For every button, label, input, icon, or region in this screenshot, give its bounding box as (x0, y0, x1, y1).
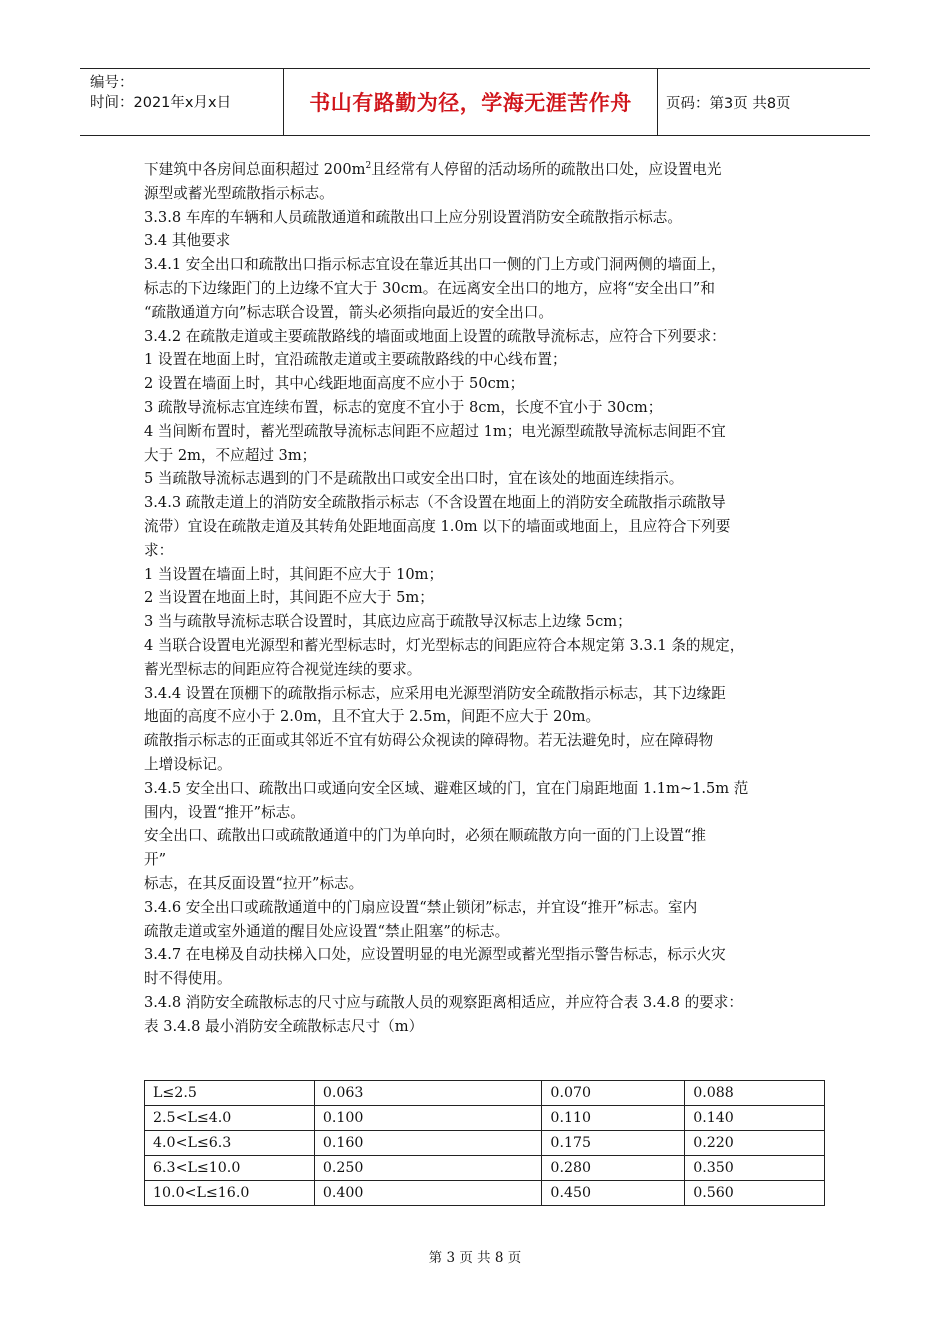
body-line: 3.4.4 设置在顶棚下的疏散指示标志，应采用电光源型消防安全疏散指示标志，其下边缘距 (144, 684, 726, 702)
body-line: 3.4.3 疏散走道上的消防安全疏散指示标志（不含设置在地面上的消防安全疏散指示疏散导 (144, 494, 726, 512)
table-cell: 4.0<L≤6.3 (145, 1131, 315, 1156)
body-line: 3 疏散导流标志宜连续布置，标志的宽度不宜小于 8cm，长度不宜小于 30cm； (144, 398, 663, 416)
body-line: 流带）宜设在疏散走道及其转角处距地面高度 1.0m 以下的墙面或地面上，且应符合下列要 (144, 517, 731, 535)
document-number-label: 编号： (90, 75, 134, 91)
page-footer: 第 3 页 共 8 页 (428, 1250, 522, 1266)
body-line: 上增设标记。 (144, 755, 232, 773)
body-line: 开” (144, 851, 167, 869)
body-line: 安全出口、疏散出口或疏散通道中的门为单向时，必须在顺疏散方向一面的门上设置“推 (144, 827, 707, 845)
body-line: 标志，在其反面设置“拉开”标志。 (144, 874, 364, 892)
table-cell: 0.250 (314, 1156, 542, 1181)
body-line: 3.4.2 在疏散走道或主要疏散路线的墙面或地面上设置的疏散导流标志，应符合下列要求： (144, 327, 726, 345)
body-line: 3.4.7 在电梯及自动扶梯入口处，应设置明显的电光源型或蓄光型指示警告标志，标示火灾 (144, 946, 726, 964)
table-cell: 0.220 (685, 1131, 825, 1156)
body-line: 时不得使用。 (144, 970, 232, 988)
table-row (145, 1156, 825, 1181)
body-line: 疏散指示标志的正面或其邻近不宜有妨碍公众视读的障碍物。若无法避免时，应在障碍物 (144, 732, 714, 750)
table-cell: 10.0<L≤16.0 (145, 1181, 315, 1206)
table-caption: 表 3.4.8 最小消防安全疏散标志尺寸（m） (144, 1017, 424, 1035)
body-line: 4 当间断布置时，蓄光型疏散导流标志间距不应超过 1m；电光源型疏散导流标志间距不宜 (144, 422, 726, 440)
table-cell: 0.450 (542, 1181, 685, 1206)
body-line: 5 当疏散导流标志遇到的门不是疏散出口或安全出口时，宜在该处的地面连续指示。 (144, 470, 684, 488)
table-cell: 0.400 (314, 1181, 542, 1206)
body-line: 下建筑中各房间总面积超过 $200m^2$且经常有人停留的活动场所的疏散出口处，应设置电光 (144, 161, 722, 178)
section-heading: 3.4 其他要求 (144, 232, 231, 250)
body-line: 3.4.1 安全出口和疏散出口指示标志宜设在靠近其出口一侧的门上方或门洞两侧的墙面上， (144, 256, 726, 274)
body-line: 2 当设置在地面上时，其间距不应大于 5m； (144, 589, 434, 607)
body-line: 4 当联合设置电光源型和蓄光型标志时，灯光型标志的间距应符合本规定第 3.3.1 条的规定， (144, 636, 745, 654)
body-line: 标志的下边缘距门的上边缘不宜大于 30cm。在远离安全出口的地方，应将“安全出口”和 (144, 279, 715, 297)
body-line: “疏散通道方向”标志联合设置，箭头必须指向最近的安全出口。 (144, 303, 553, 321)
table-cell: 0.280 (542, 1156, 685, 1181)
body-line: 地面的高度不应小于 2.0m，且不宜大于 2.5m，间距不应大于 20m。 (144, 708, 601, 726)
table-cell: 0.140 (685, 1106, 825, 1131)
body-line: 蓄光型标志的间距应符合视觉连续的要求。 (144, 660, 422, 678)
body-line: 3.4.8 消防安全疏散标志的尺寸应与疏散人员的观察距离相适应，并应符合表 3.4.8 的要求： (144, 993, 743, 1011)
header-motto: 书山有路勤为径，学海无涯苦作舟 (284, 69, 658, 135)
body-line: 求： (144, 541, 174, 559)
table-row (145, 1131, 825, 1156)
body-line: 大于 2m，不应超过 3m； (144, 446, 317, 464)
table-cell: 0.100 (314, 1106, 542, 1131)
table-cell: 0.560 (685, 1181, 825, 1206)
table-cell: 2.5<L≤4.0 (145, 1106, 315, 1131)
table-cell: 0.070 (542, 1081, 685, 1106)
superscript: 2 (365, 161, 372, 172)
table-cell: 0.088 (685, 1081, 825, 1106)
body-line: 3.3.8 车库的车辆和人员疏散通道和疏散出口上应分别设置消防安全疏散指示标志。 (144, 208, 682, 226)
table-cell: L≤2.5 (145, 1081, 315, 1106)
table-cell: 0.175 (542, 1131, 685, 1156)
document-date: 时间：2021年x月x日 (90, 95, 232, 111)
body-line: 1 设置在地面上时，宜沿疏散走道或主要疏散路线的中心线布置； (144, 351, 567, 369)
table-row (145, 1106, 825, 1131)
table-cell: 0.110 (542, 1106, 685, 1131)
body-line: 疏散走道或室外通道的醒目处应设置“禁止阻塞”的标志。 (144, 922, 510, 940)
document-body (144, 158, 824, 1038)
body-line: 3.4.5 安全出口、疏散出口或通向安全区域、避难区域的门，宜在门扇距地面 1.1m~1.5m 范 (144, 779, 749, 797)
sign-size-table (144, 1080, 825, 1206)
body-line: 3.4.6 安全出口或疏散通道中的门扇应设置“禁止锁闭”标志，并宜设“推开”标志。室内 (144, 898, 698, 916)
body-line: 3 当与疏散导流标志联合设置时，其底边应高于疏散导汉标志上边缘 5cm； (144, 613, 632, 631)
body-line: 围内，设置“推开”标志。 (144, 803, 305, 821)
body-line: 1 当设置在墙面上时，其间距不应大于 10m； (144, 565, 444, 583)
header-page-info: 页码：第3页 共8页 (666, 95, 791, 112)
table-cell: 0.160 (314, 1131, 542, 1156)
table-cell: 0.063 (314, 1081, 542, 1106)
table-cell: 0.350 (685, 1156, 825, 1181)
header-meta (80, 69, 284, 135)
table-row (145, 1181, 825, 1206)
page-header (80, 68, 870, 136)
body-line: 2 设置在墙面上时，其中心线距地面高度不应小于 50cm； (144, 375, 525, 393)
table-cell: 6.3<L≤10.0 (145, 1156, 315, 1181)
body-line: 源型或蓄光型疏散指示标志。 (144, 184, 334, 202)
table-row (145, 1081, 825, 1106)
